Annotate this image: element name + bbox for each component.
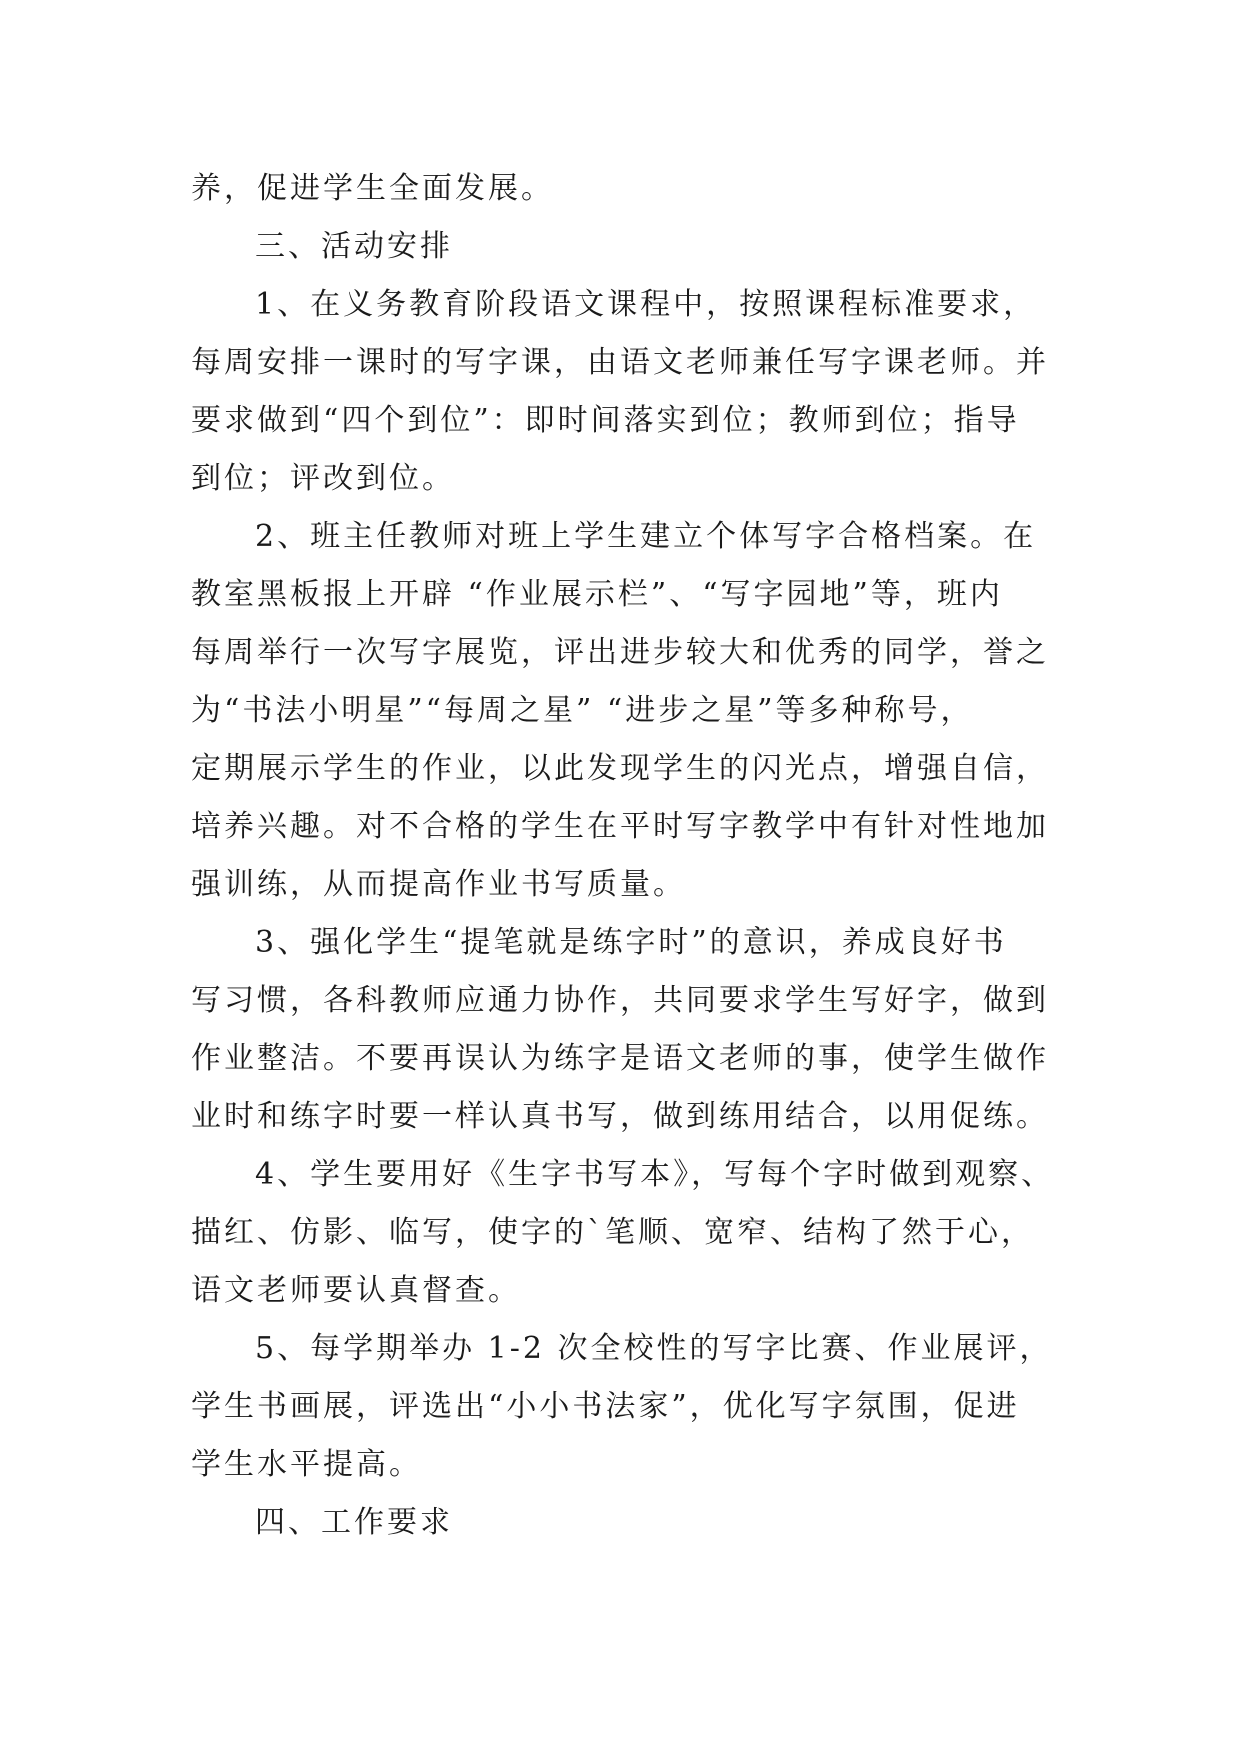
paragraph-line: 每周安排一课时的写字课，由语文老师兼任写字课老师。并 — [191, 345, 1049, 380]
paragraph-line: 4、学生要用好《生字书写本》，写每个字时做到观察、 — [255, 1157, 1055, 1192]
paragraph-line: 语文老师要认真督查。 — [191, 1273, 521, 1308]
paragraph-line: 为“书法小明星”“每周之星” “进步之星”等多种称号， — [191, 693, 974, 728]
paragraph-line: 写习惯，各科教师应通力协作，共同要求学生写好字，做到 — [191, 983, 1049, 1018]
paragraph-line: 2、班主任教师对班上学生建立个体写字合格档案。在 — [255, 519, 1037, 554]
section-heading-requirements: 四、工作要求 — [255, 1505, 453, 1540]
paragraph-line: 要求做到“四个到位”：即时间落实到位；教师到位；指导 — [191, 403, 1020, 438]
paragraph-line: 教室黑板报上开辟 “作业展示栏”、“写字园地”等，班内 — [191, 577, 1003, 612]
paragraph-line: 1、在义务教育阶段语文课程中，按照课程标准要求， — [255, 287, 1037, 322]
paragraph-line: 每周举行一次写字展览，评出进步较大和优秀的同学，誉之 — [191, 635, 1049, 670]
paragraph-line: 描红、仿影、临写，使字的`笔顺、宽窄、结构了然于心， — [191, 1215, 1034, 1250]
document-body — [191, 160, 1071, 1552]
paragraph-line: 培养兴趣。对不合格的学生在平时写字教学中有针对性地加 — [191, 809, 1049, 844]
paragraph-line: 作业整洁。不要再误认为练字是语文老师的事，使学生做作 — [191, 1041, 1049, 1076]
paragraph-line: 学生书画展，评选出“小小书法家”，优化写字氛围，促进 — [191, 1389, 1020, 1424]
section-heading-activities: 三、活动安排 — [255, 229, 453, 264]
paragraph-line: 5、每学期举办 1-2 次全校性的写字比赛、作业展评， — [255, 1331, 1053, 1366]
paragraph-line: 到位；评改到位。 — [191, 461, 455, 496]
paragraph-line: 养，促进学生全面发展。 — [191, 171, 554, 206]
paragraph-line: 业时和练字时要一样认真书写，做到练用结合，以用促练。 — [191, 1099, 1049, 1134]
paragraph-line: 强训练，从而提高作业书写质量。 — [191, 867, 686, 902]
paragraph-line: 学生水平提高。 — [191, 1447, 422, 1482]
paragraph-line: 3、强化学生“提笔就是练字时”的意识，养成良好书 — [255, 925, 1007, 960]
paragraph-line: 定期展示学生的作业，以此发现学生的闪光点，增强自信， — [191, 751, 1049, 786]
